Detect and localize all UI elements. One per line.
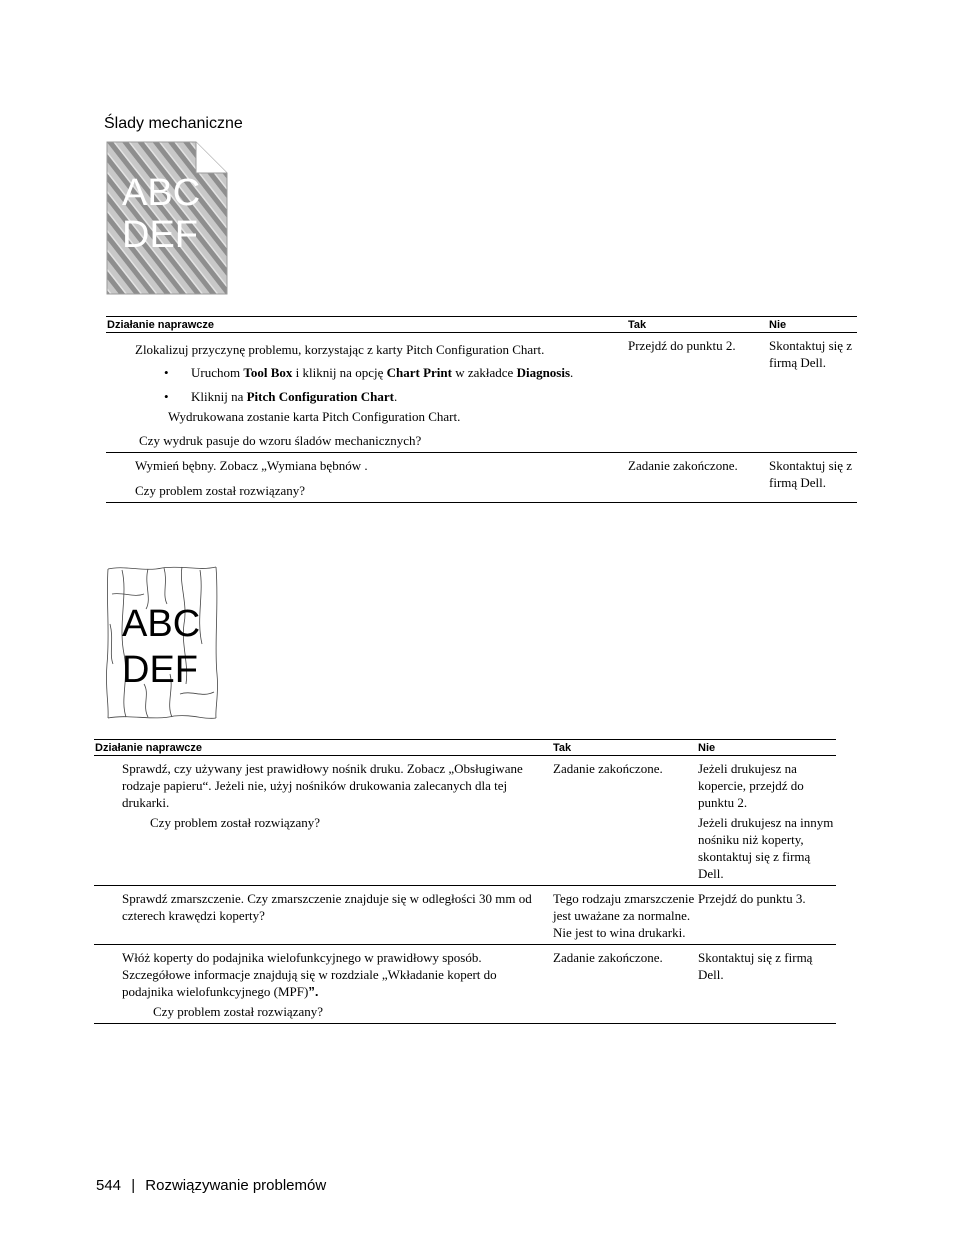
- footer-separator: |: [131, 1177, 136, 1194]
- corrective-action-table-mechanical-marks: [106, 316, 857, 503]
- no-cell: Skontaktuj się z firmą Dell.: [768, 333, 857, 453]
- action-question: Czy problem został rozwiązany?: [135, 483, 306, 498]
- yes-cell: Tego rodzaju zmarszczenie jest uważane za normalne. Nie jest to wina drukarki.: [552, 886, 697, 945]
- header-yes: Tak: [627, 317, 768, 333]
- action-steps: [135, 364, 626, 405]
- section-title: Ślady mechaniczne: [104, 115, 243, 132]
- no-text-envelope: Jeżeli drukujesz na kopercie, przejdź do punktu 2.: [698, 761, 804, 810]
- action-note: Wydrukowana zostanie karta Pitch Configuration Chart.: [168, 409, 461, 424]
- no-cell: Skontaktuj się z firmą Dell.: [697, 945, 836, 1024]
- action-cell: [106, 333, 627, 453]
- corrective-action-table-wrinkles: [94, 739, 836, 1024]
- action-question: Czy problem został rozwiązany?: [150, 815, 321, 830]
- no-cell: [697, 756, 836, 886]
- table-row: [94, 886, 836, 945]
- step-item: • Kliknij na Pitch Configuration Chart.: [191, 388, 626, 405]
- action-text: Sprawdź zmarszczenie. Czy zmarszczenie znajduje się w odległości 30 mm od czterech krawędzi koperty?: [122, 891, 532, 923]
- yes-cell: Zadanie zakończone.: [552, 756, 697, 886]
- table-row: [106, 453, 857, 503]
- no-cell: Przejdź do punktu 3.: [697, 886, 836, 945]
- table-row: [94, 756, 836, 886]
- no-cell: Skontaktuj się z firmą Dell.: [768, 453, 857, 503]
- action-cell: [106, 453, 627, 503]
- sample-text-line-1: ABC: [122, 603, 201, 645]
- header-action: Działanie naprawcze: [94, 740, 552, 756]
- header-yes: Tak: [552, 740, 697, 756]
- page-footer: [96, 1177, 326, 1194]
- action-cell: [94, 886, 552, 945]
- table-row: [106, 333, 857, 453]
- action-intro: Zlokalizuj przyczynę problemu, korzystając z karty Pitch Configuration Chart.: [135, 342, 545, 357]
- sample-text-line-1: ABC: [122, 172, 201, 214]
- chapter-title: Rozwiązywanie problemów: [145, 1177, 327, 1194]
- action-question: Czy wydruk pasuje do wzoru śladów mechanicznych?: [139, 433, 422, 448]
- table-row: [94, 945, 836, 1024]
- wrinkled-print-sample-image: [104, 564, 220, 722]
- yes-cell: Zadanie zakończone.: [627, 453, 768, 503]
- table-header-row: [106, 317, 857, 333]
- sample-text-line-2: DEF: [122, 649, 198, 691]
- mechanical-marks-sample-image: [106, 141, 228, 295]
- header-action: Działanie naprawcze: [106, 317, 627, 333]
- yes-cell: Zadanie zakończone.: [552, 945, 697, 1024]
- action-text: Wymień bębny. Zobacz „Wymiana bębnów .: [135, 458, 368, 473]
- header-no: Nie: [697, 740, 836, 756]
- yes-cell: Przejdź do punktu 2.: [627, 333, 768, 453]
- page-number: 544: [96, 1177, 122, 1194]
- step-item: • Uruchom Tool Box i kliknij na opcję Chart Print w zakładce Diagnosis.: [191, 364, 626, 381]
- action-text: Sprawdź, czy używany jest prawidłowy nośnik druku. Zobacz „Obsługiwane rodzaje papieru“. Jeżeli nie, użyj nośników drukowania zalecanych dla tej drukarki.: [122, 761, 523, 810]
- header-no: Nie: [768, 317, 857, 333]
- sample-text-line-2: DEF: [122, 214, 198, 256]
- action-text: Włóż koperty do podajnika wielofunkcyjnego w prawidłowy sposób. Szczegółowe informacje znajdują się w rozdziale „Wkładanie kopert do podajnika wielofunkcyjnego (MPF)”.: [122, 950, 497, 999]
- action-cell: [94, 756, 552, 886]
- action-question: Czy problem został rozwiązany?: [153, 1004, 324, 1019]
- table-header-row: [94, 740, 836, 756]
- no-text-other-media: Jeżeli drukujesz na innym nośniku niż koperty, skontaktuj się z firmą Dell.: [698, 815, 834, 881]
- action-cell: [94, 945, 552, 1024]
